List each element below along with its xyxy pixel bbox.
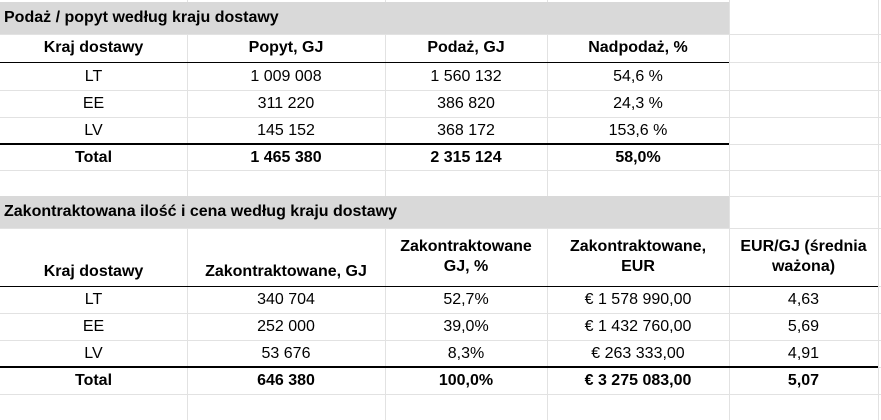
table1-total-label: Total bbox=[74, 148, 113, 166]
table1-row-lv-demand: 145 152 bbox=[257, 121, 315, 139]
table2-header-country: Kraj dostawy bbox=[43, 263, 144, 280]
table1-header-demand: Popyt, GJ bbox=[248, 39, 324, 56]
table1-row-lt-oversupply: 54,6 % bbox=[613, 67, 663, 85]
table2-row-lv-pct: 8,3% bbox=[447, 344, 485, 362]
table2-header-eur-per-gj: EUR/GJ (średnia ważona) bbox=[740, 238, 867, 275]
table1-row-lv-oversupply: 153,6 % bbox=[608, 121, 668, 139]
table2-row-lt-eur-per-gj: 4,63 bbox=[787, 291, 820, 308]
table1-row-lv-country: LV bbox=[84, 121, 103, 139]
table2-row-lv-eur: € 263 333,00 bbox=[591, 344, 685, 362]
table2-header-contracted-gj: Zakontraktowane, GJ bbox=[205, 263, 367, 280]
table1-row-lt-supply: 1 560 132 bbox=[430, 67, 502, 85]
table2-total-gj: 646 380 bbox=[257, 372, 315, 389]
table2-row-ee-country: EE bbox=[82, 317, 105, 335]
table1-header-supply: Podaż, GJ bbox=[427, 39, 505, 56]
grid-row-line bbox=[0, 394, 881, 395]
table2-total-label: Total bbox=[74, 372, 113, 389]
table1-row-ee-demand: 311 220 bbox=[257, 94, 315, 112]
table2-row-lv-gj: 53 676 bbox=[261, 344, 311, 362]
table2-total-pct: 100,0% bbox=[438, 372, 494, 389]
table2-row-lt-pct: 52,7% bbox=[443, 291, 489, 308]
table1-total-demand: 1 465 380 bbox=[250, 148, 322, 166]
grid-row-line bbox=[0, 170, 881, 171]
table2-row-ee-gj: 252 000 bbox=[257, 317, 315, 335]
table2-row-lv-eur-per-gj: 4,91 bbox=[787, 344, 820, 362]
table1-row-lt-demand: 1 009 008 bbox=[250, 67, 322, 85]
table1-total-oversupply: 58,0% bbox=[615, 148, 661, 166]
table1-row-lv-supply: 368 172 bbox=[437, 121, 495, 139]
table2-total-eur: € 3 275 083,00 bbox=[584, 372, 692, 389]
table1-header-country: Kraj dostawy bbox=[43, 39, 144, 56]
table2-row-ee-eur-per-gj: 5,69 bbox=[787, 317, 820, 335]
table1-total-supply: 2 315 124 bbox=[430, 148, 502, 166]
table2-title: Zakontraktowana ilość i cena według kraju dostawy bbox=[0, 196, 729, 228]
table2-row-lt-eur: € 1 578 990,00 bbox=[584, 291, 692, 308]
table1-row-ee-oversupply: 24,3 % bbox=[613, 94, 663, 112]
table1-title: Podaż / popyt według kraju dostawy bbox=[0, 2, 729, 34]
table2-row-lv-country: LV bbox=[84, 344, 103, 362]
table2-total-eur-per-gj: 5,07 bbox=[787, 372, 820, 389]
table1-header-oversupply: Nadpodaż, % bbox=[588, 39, 688, 56]
table2-row-ee-eur: € 1 432 760,00 bbox=[584, 317, 692, 335]
table2-header-contracted-pct: Zakontraktowane GJ, % bbox=[400, 238, 532, 275]
table1-row-ee-supply: 386 820 bbox=[437, 94, 495, 112]
table2-row-lt-gj: 340 704 bbox=[257, 291, 315, 308]
table2-row-lt-country: LT bbox=[84, 291, 103, 308]
grid-col-line bbox=[878, 0, 879, 420]
table2-row-ee-pct: 39,0% bbox=[443, 317, 489, 335]
table2-header-contracted-eur: Zakontraktowane, EUR bbox=[569, 238, 707, 275]
table1-row-lt-country: LT bbox=[84, 67, 103, 85]
table1-row-ee-country: EE bbox=[82, 94, 105, 112]
